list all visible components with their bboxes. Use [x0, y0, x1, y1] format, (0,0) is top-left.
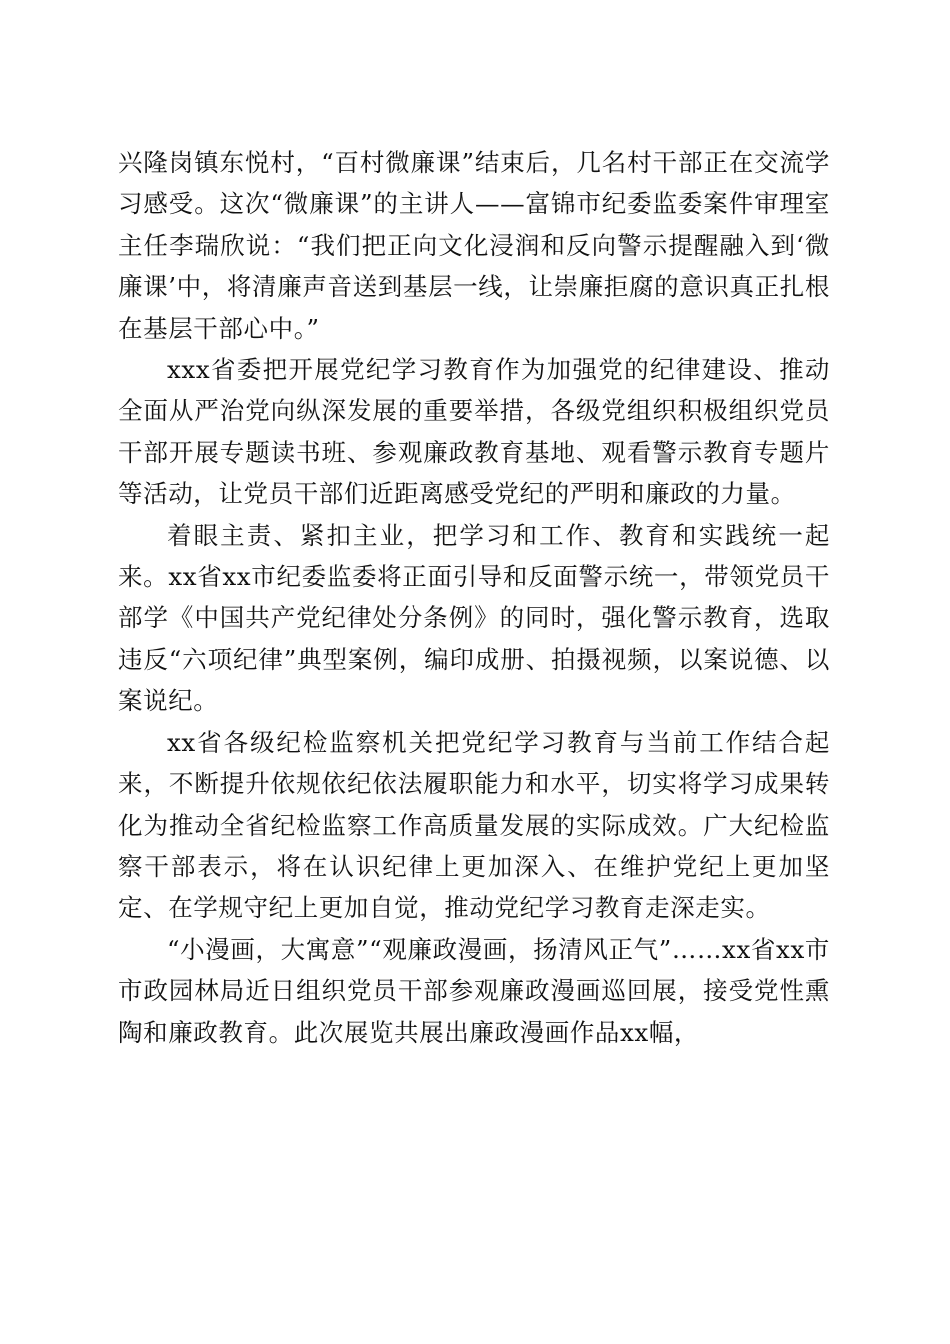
paragraph-1: 兴隆岗镇东悦村，“百村微廉课”结束后，几名村干部正在交流学习感受。这次“微廉课”的主讲人——富锦市纪委监委案件审理室主任李瑞欣说：“我们把正向文化浸润和反向警示提醒融入到‘微廉课’中，将清廉声音送到基层一线，让崇廉拒腐的意识真正扎根在基层干部心中。”: [118, 148, 830, 343]
paragraph-2: xxx省委把开展党纪学习教育作为加强党的纪律建设、推动全面从严治党向纵深发展的重要举措，各级党组织积极组织党员干部开展专题读书班、参观廉政教育基地、观看警示教育专题片等活动，让党员干部们近距离感受党纪的严明和廉政的力量。: [118, 355, 830, 509]
article-body: [118, 142, 830, 1053]
paragraph-3: 着眼主责、紧扣主业，把学习和工作、教育和实践统一起来。xx省xx市纪委监委将正面引导和反面警示统一，带领党员干部学《中国共产党纪律处分条例》的同时，强化警示教育，选取违反“六项纪律”典型案例，编印成册、拍摄视频，以案说德、以案说纪。: [118, 520, 830, 716]
paragraph-4: xx省各级纪检监察机关把党纪学习教育与当前工作结合起来，不断提升依规依纪依法履职能力和水平，切实将学习成果转化为推动全省纪检监察工作高质量发展的实际成效。广大纪检监察干部表示，将在认识纪律上更加深入、在维护党纪上更加坚定、在学规守纪上更加自觉，推动党纪学习教育走深走实。: [118, 727, 830, 923]
paragraph-5: “小漫画，大寓意”“观廉政漫画，扬清风正气”……xx省xx市市政园林局近日组织党员干部参观廉政漫画巡回展，接受党性熏陶和廉政教育。此次展览共展出廉政漫画作品xx幅，: [118, 934, 830, 1047]
